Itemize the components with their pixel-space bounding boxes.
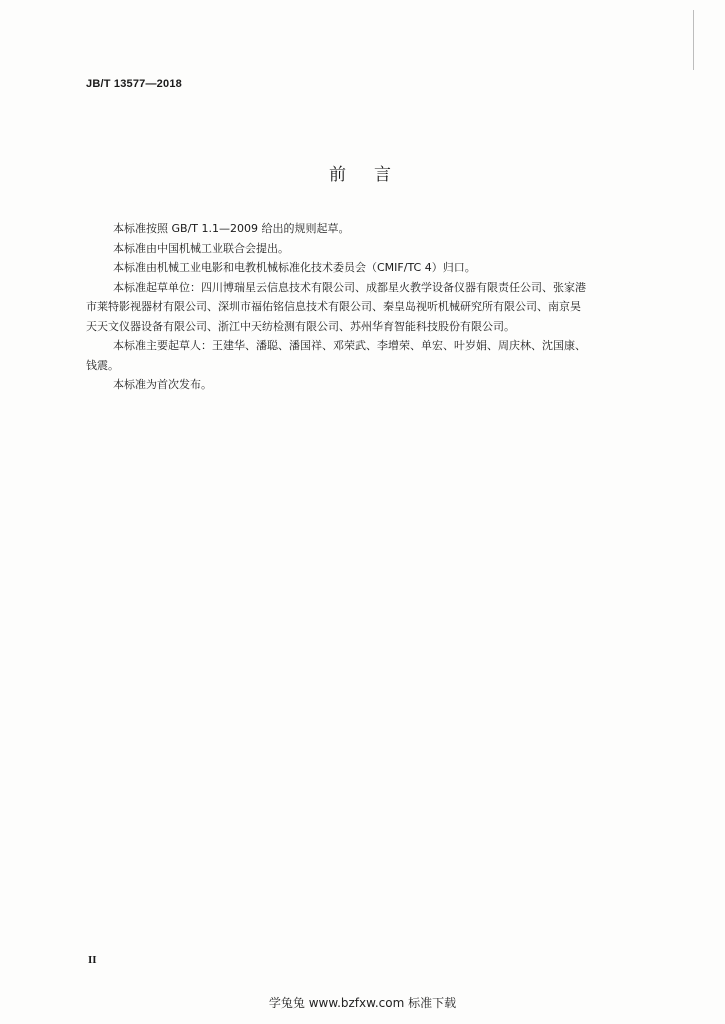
paragraph-proposed-by bbox=[86, 239, 656, 259]
paragraph-line: 本标准由机械工业电影和电教机械标准化技术委员会（CMIF/TC 4）归口。 bbox=[113, 261, 476, 274]
paragraph-line: 本标准由中国机械工业联合会提出。 bbox=[113, 241, 289, 255]
paragraph-drafters bbox=[86, 336, 656, 375]
paragraph-drafting-rules bbox=[86, 219, 656, 239]
paragraph-line: 本标准主要起草人：王建华、潘聪、潘国祥、邓荣武、李增荣、单宏、叶岁娟、周庆林、沈国康、 bbox=[113, 339, 586, 352]
page-title: 前言 bbox=[329, 165, 419, 185]
paragraph-centralized-by bbox=[86, 258, 656, 278]
page-number: II bbox=[88, 954, 97, 966]
paragraph-first-release bbox=[86, 375, 656, 395]
footer-watermark: 学兔兔 www.bzfxw.com 标准下载 bbox=[268, 996, 457, 1010]
paragraph-line: 市莱特影视器材有限公司、深圳市福佑铭信息技术有限公司、秦皇岛视听机械研究所有限公司、南京昊 bbox=[86, 300, 581, 313]
paragraph-line: 本标准起草单位：四川博瑞星云信息技术有限公司、成都星火教学设备仪器有限责任公司、张家港 bbox=[113, 280, 586, 294]
paragraph-drafting-units bbox=[86, 278, 656, 337]
paragraph-line: 钱震。 bbox=[86, 358, 119, 372]
paragraph-line: 本标准为首次发布。 bbox=[113, 378, 212, 391]
foreword-body bbox=[86, 219, 656, 395]
standard-number: JB/T 13577—2018 bbox=[86, 78, 182, 90]
paragraph-line: 本标准按照 GB/T 1.1—2009 给出的规则起草。 bbox=[113, 222, 350, 235]
paragraph-line: 天天文仪器设备有限公司、浙江中天纺检测有限公司、苏州华育智能科技股份有限公司。 bbox=[86, 319, 515, 333]
scan-edge-line bbox=[693, 10, 694, 70]
